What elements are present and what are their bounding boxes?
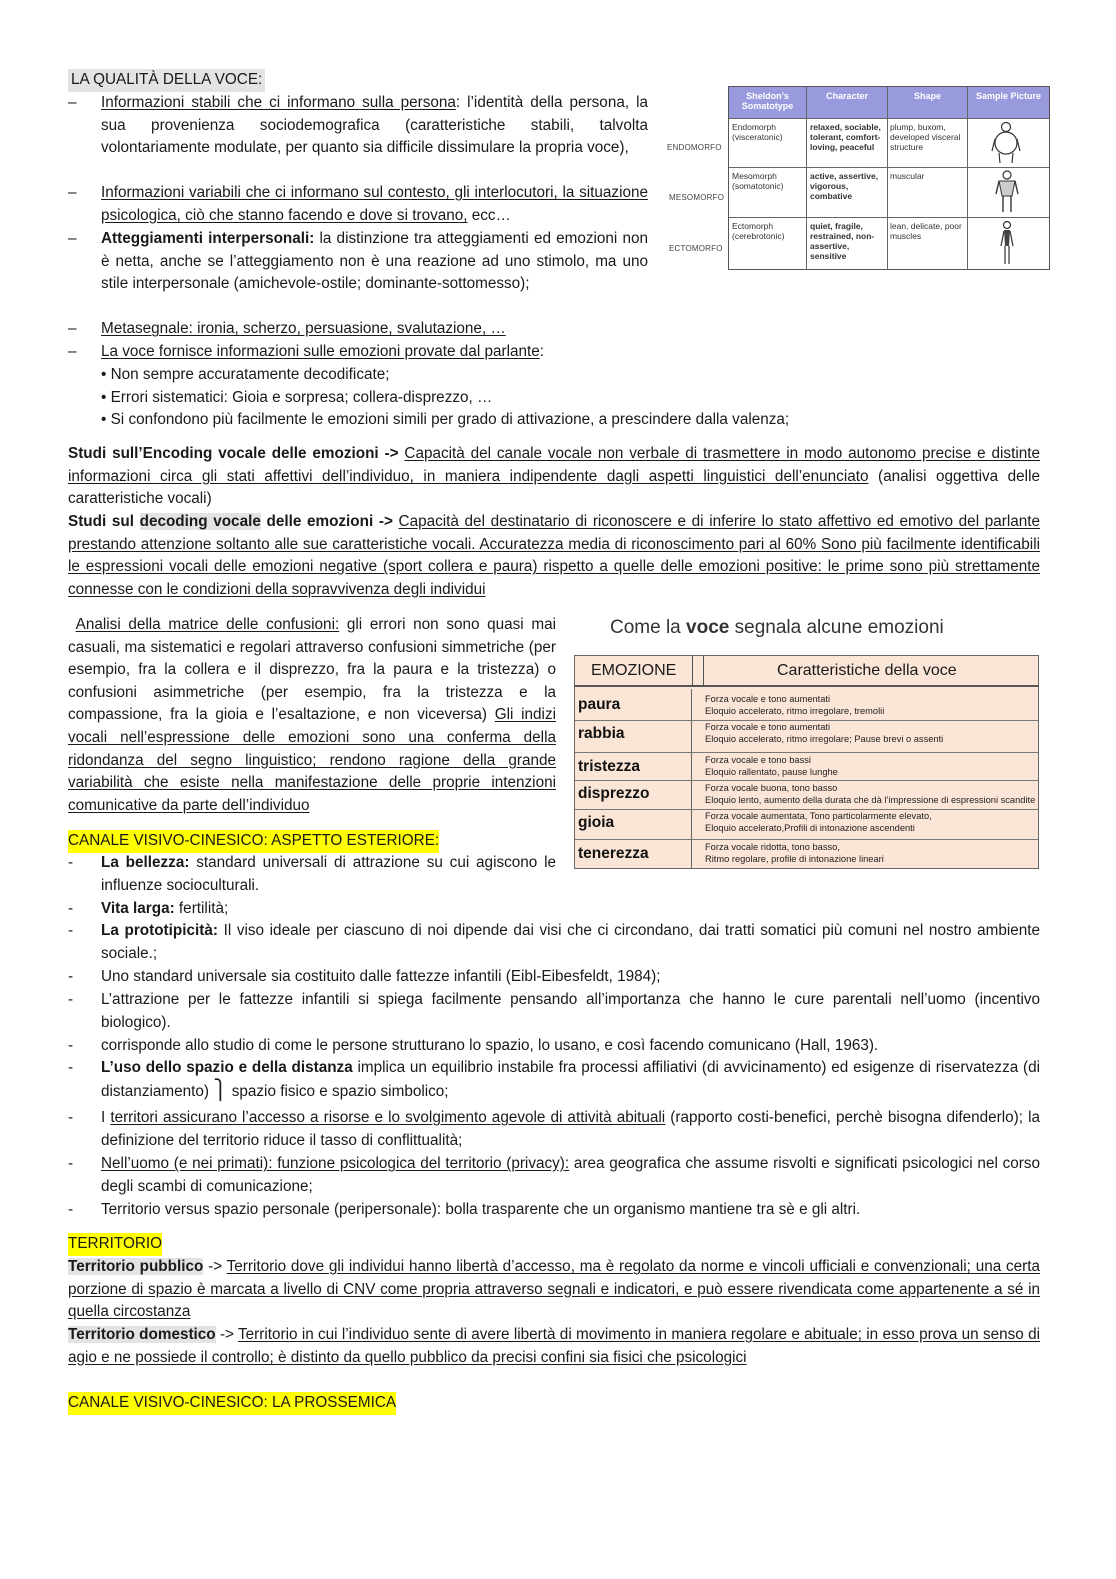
decoding-paragraph: Studi sul decoding vocale delle emozioni -> Capacità del destinatario di riconoscere e di inferire lo stato affettivo ed emotivo del parlante prestando attenzione soltanto alle sue caratteristiche vocali. Accuratezza media di riconoscimento pari al 60% Sono più facilmente identificabili le espressioni vocali delle emozioni negative (sport collera e paura) rispetto a quelle delle emozioni positive: le prime sono più strettamente connesse con le condizioni della sopravvivenza degli individui bbox=[68, 513, 1040, 598]
header-somatotype: Sheldon’s Somatotype bbox=[729, 87, 806, 118]
ectomorph-figure-icon bbox=[997, 220, 1017, 266]
soma-type: Mesomorph (somatotonic) bbox=[732, 171, 784, 191]
soma-type: Endomorph (visceratonic) bbox=[732, 122, 783, 142]
soma-shape: lean, delicate, poor muscles bbox=[890, 221, 962, 241]
col-header-caratteristiche: Caratteristiche della voce bbox=[777, 662, 957, 679]
side-label-endomorfo: ENDOMORFO bbox=[667, 143, 722, 152]
emotion-row-desc: Forza vocale e tono aumentati Eloquio accelerato, ritmo irregolare; Pause brevi o assenti bbox=[705, 722, 944, 744]
emotion-row-label: tristezza bbox=[578, 758, 641, 775]
mesomorph-figure-icon bbox=[995, 170, 1019, 214]
emotion-row-label: gioia bbox=[578, 814, 615, 831]
section-title-prossemica: CANALE VISIVO-CINESICO: LA PROSSEMICA bbox=[68, 1392, 396, 1415]
endomorph-figure-icon bbox=[991, 121, 1021, 165]
header-character: Character bbox=[807, 87, 887, 118]
soma-character: quiet, fragile, restrained, non-assertive, sensitive bbox=[810, 221, 875, 261]
emotion-row-label: tenerezza bbox=[578, 845, 649, 862]
emotion-row-label: disprezzo bbox=[578, 785, 650, 802]
emotion-row-desc: Forza vocale e tono bassi Eloquio rallentato, pause lunghe bbox=[705, 755, 838, 777]
somatotype-table bbox=[728, 86, 1050, 270]
encoding-paragraph: Studi sull’Encoding vocale delle emozioni -> Capacità del canale vocale non verbale di trasmettere in modo autonomo precise e distinte informazioni circa gli stati affettivi dell’individuo, in maniera indipendente dagli aspetti linguistici dell’enunciato (analisi oggettiva delle caratteristiche vocali) bbox=[68, 445, 1040, 508]
soma-shape: plump, buxom, developed visceral structure bbox=[890, 122, 961, 152]
emotion-row-label: rabbia bbox=[578, 725, 625, 742]
section-title-territorio: TERRITORIO bbox=[68, 1233, 162, 1256]
soma-type: Ectomorph (cerebrotonic) bbox=[732, 221, 785, 241]
soma-character: active, assertive, vigorous, combative bbox=[810, 171, 879, 201]
side-label-ectomorfo: ECTOMORFO bbox=[669, 244, 723, 253]
soma-shape: muscular bbox=[890, 171, 925, 181]
emotion-row-desc: Forza vocale e tono aumentati Eloquio accelerato, ritmo irregolare, tremolii bbox=[705, 694, 885, 716]
emotion-row-desc: Forza vocale aumentata, Tono particolarmente elevato, Eloquio accelerato,Profili di intonazione ascendenti bbox=[705, 811, 932, 833]
territorio-domestico-paragraph: Territorio domestico -> Territorio in cui l’individuo sente di avere libertà di movimento in maniera regolare e abituale; in esso prova un senso di agio e ne possiede il controllo; è distinto da quello pubblico da precisi confini sia fisici che psicologici bbox=[68, 1326, 1040, 1366]
emotion-row-desc: Forza vocale buona, tono basso Eloquio lento, aumento della durata che dà l’impressione di espressioni scandite bbox=[705, 783, 1036, 805]
bracket-glyph: ⎫ bbox=[213, 1079, 228, 1101]
header-picture: Sample Picture bbox=[968, 87, 1049, 118]
bullet-item: • Non sempre accuratamente decodificate; bbox=[101, 366, 390, 383]
emotion-row-label: paura bbox=[578, 696, 621, 713]
bullet-item: • Errori sistematici: Gioia e sorpresa; collera-disprezzo, … bbox=[101, 389, 493, 406]
territorio-pubblico-paragraph: Territorio pubblico -> Territorio dove gli individui hanno libertà d’accesso, ma è regolato da norme e vincoli ufficiali e convenzionali; una certa porzione di spazio è marcata a livello di CNV come propria attraverso segnali e indicatori, e può essere rivendicata come appartenente a sé in quella circostanza bbox=[68, 1258, 1040, 1321]
emotion-table-title: Come la voce segnala alcune emozioni bbox=[610, 617, 944, 638]
section-title-aspetto-esteriore: CANALE VISIVO-CINESICO: ASPETTO ESTERIORE: bbox=[68, 830, 439, 853]
emotion-table bbox=[574, 655, 1039, 869]
emotion-row-desc: Forza vocale ridotta, tono basso, Ritmo regolare, profile di intonazione lineari bbox=[705, 842, 884, 864]
col-header-emozione: EMOZIONE bbox=[591, 662, 677, 679]
soma-character: relaxed, sociable, tolerant, comfort-loving, peaceful bbox=[810, 122, 881, 152]
bullet-item: • Si confondono più facilmente le emozioni simili per grado di attivazione, a prescindere dalla valenza; bbox=[101, 411, 790, 428]
matrix-paragraph: Analisi della matrice delle confusioni: gli errori non sono quasi mai casuali, ma sistematici e regolari attraverso confusioni simmetriche (per esempio, fra la collera e il disprezzo, fra la paura e la tristezza) o confusioni asimmetriche (per esempio, fra la tristezza e la compassione, fra la gioia e l’esaltazione, e non viceversa) Gli indizi vocali nell’espressione delle emozioni sono una conferma della ridondanza del segno linguistico; rendono ragione della grande variabilità che esiste nella manifestazione delle proprie intenzioni comunicative da parte dell’individuo bbox=[68, 616, 556, 814]
section-title-qualita-voce: LA QUALITÀ DELLA VOCE: bbox=[68, 69, 265, 92]
side-label-mesomorfo: MESOMORFO bbox=[669, 193, 725, 202]
header-shape: Shape bbox=[888, 87, 967, 118]
